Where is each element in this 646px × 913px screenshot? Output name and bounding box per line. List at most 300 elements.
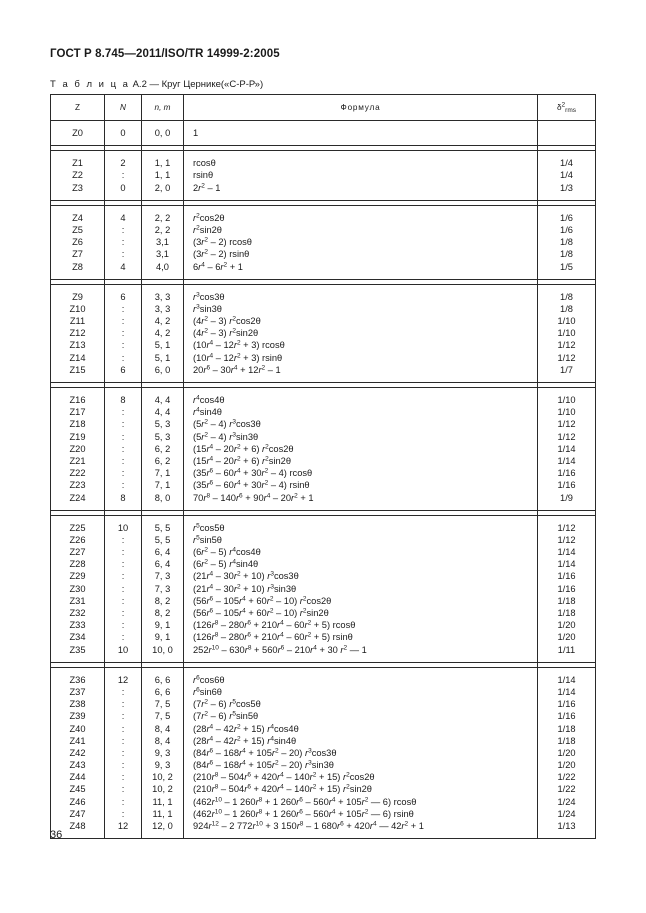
z-index-value: Z15 [69, 364, 86, 375]
formula-cell [184, 388, 538, 511]
nm-value: 9, 1 [154, 620, 171, 631]
nm-value: 10, 0 [152, 644, 173, 655]
table-body [51, 121, 596, 839]
z-index-value: Z7 [72, 249, 83, 260]
table-caption-text: А.2 — Круг Цернике(«С-Р-Р») [132, 79, 264, 90]
formula-value: $(7r^2 - 6)$ $r^5\cos 5\theta$ [193, 698, 261, 710]
delta-value: 1/18 [557, 595, 576, 606]
n-value: : [121, 608, 125, 618]
column-header-formula: Формула [184, 95, 538, 121]
delta-value: 1/10 [557, 395, 576, 405]
nm-value: 12, 0 [152, 821, 173, 831]
nm-value: 10, 2 [152, 772, 173, 783]
delta-value: 1/18 [557, 608, 576, 618]
nm-cell [142, 667, 184, 838]
formula-value: $(56r^6 - 105r^4 + 60r^2 - 10)$ $r^2\sin 2\theta$ [193, 607, 329, 618]
nm-value: 7, 1 [154, 480, 171, 491]
nm-value: 9, 3 [154, 747, 171, 758]
n-value: : [121, 760, 125, 771]
z-index-value: Z25 [69, 522, 86, 533]
delta-superscript: 2 [561, 101, 566, 109]
zernike-table [50, 94, 596, 839]
delta-value: 1/14 [557, 547, 576, 558]
formula-value: $r^5\sin 5\theta$ [193, 534, 222, 545]
formula-value: $r^3\cos 3\theta$ [193, 291, 225, 302]
delta-value: 1/20 [557, 620, 576, 631]
z-index-cell [51, 515, 105, 662]
delta-value: 1/6 [560, 212, 573, 223]
formula-value: $(4r^2 - 3)$ $r^2\sin 2\theta$ [193, 327, 259, 339]
formula-value: ($462r^{10} - 1$ $260r^8 + 1$ $260r^6 - 560r^4 + 105r^2$ — 6) rsinθ [193, 808, 414, 819]
z-index-value: Z35 [69, 644, 86, 655]
formula-value: 1 [193, 128, 199, 138]
page-number: 36 [50, 829, 63, 841]
column-header-nm: n, m [142, 95, 184, 121]
delta-value: 1/5 [560, 261, 573, 272]
formula-value: $70r^8 - 140r^6 + 90r^4 - 20r^2 + 1$ [193, 492, 314, 503]
z-index-value: Z5 [72, 224, 83, 235]
n-value: : [121, 772, 125, 783]
delta-value: 1/24 [557, 796, 576, 807]
formula-value: $r^6\cos 6\theta$ [193, 674, 225, 685]
nm-value: 6, 2 [154, 443, 171, 454]
delta-value: 1/12 [557, 340, 576, 351]
n-value: 0 [120, 182, 126, 193]
formula-value: $(3r^2 - 2)$ rsinθ [193, 248, 250, 260]
n-value: : [121, 419, 125, 430]
n-value: : [121, 547, 125, 558]
n-value: : [121, 620, 125, 631]
n-value: : [121, 699, 125, 710]
delta-value: 1/10 [557, 328, 576, 339]
delta-value: 1/16 [557, 711, 576, 722]
n-value: 10 [117, 522, 129, 533]
delta-value: 1/14 [557, 455, 576, 466]
formula-value: $r^4\sin 4\theta$ [193, 406, 222, 418]
table-row-group [51, 284, 596, 382]
document-header: ГОСТ Р 8.745—2011/ISO/TR 14999-2:2005 [50, 48, 280, 60]
z-index-value: Z23 [69, 480, 86, 491]
nm-value: 5, 5 [154, 534, 171, 545]
delta-value: 1/18 [557, 735, 576, 746]
z-index-value: Z18 [69, 419, 86, 430]
z-index-cell [51, 388, 105, 511]
n-value: : [121, 455, 125, 466]
delta-cell [538, 667, 596, 838]
n-value: : [121, 796, 125, 807]
table-row-group [51, 205, 596, 279]
formula-value: $(35r^6 - 60r^4 + 30r^2 - 4)$ rcosθ [193, 467, 313, 479]
n-value: : [121, 711, 125, 722]
delta-value: 1/12 [557, 431, 576, 442]
nm-value: 5, 3 [154, 419, 171, 430]
formula-value: $(15r^4 - 20r^2 + 6)$ $r^2\sin 2\theta$ [193, 455, 292, 466]
n-value: : [121, 431, 125, 442]
n-value: : [121, 632, 125, 643]
n-cell [105, 515, 142, 662]
delta-value: 1/4 [560, 158, 573, 169]
z-index-value: Z17 [69, 407, 86, 418]
z-index-value: Z11 [69, 316, 86, 327]
delta-value: 1/22 [557, 772, 576, 783]
formula-value: $r^5\cos 5\theta$ [193, 522, 225, 533]
n-value: 8 [120, 395, 126, 405]
delta-value [538, 127, 595, 139]
z-index-value: Z47 [69, 808, 86, 819]
delta-value: 1/14 [557, 686, 576, 697]
nm-value: 8, 4 [154, 735, 171, 746]
delta-value: 1/8 [560, 303, 573, 314]
n-value: : [121, 808, 125, 819]
z-index-value: Z29 [69, 571, 86, 582]
n-cell [105, 388, 142, 511]
n-value: : [121, 583, 125, 594]
nm-value: 4, 2 [154, 328, 171, 339]
delta-value: 1/11 [557, 644, 576, 655]
formula-value: $(6r^2 - 5)$ $r^4\sin 4\theta$ [193, 558, 259, 570]
z-index-value: Z8 [72, 261, 83, 272]
nm-cell [142, 121, 184, 146]
n-value: : [121, 735, 125, 746]
n-value: 12 [117, 821, 129, 831]
delta-value: 1/12 [557, 522, 576, 533]
delta-value: 1/16 [557, 571, 576, 582]
formula-value: $(126r^8 - 280r^6 + 210r^4 - 60r^2 + 5)$ rsinθ [193, 631, 353, 643]
nm-value: 10, 2 [152, 784, 173, 795]
nm-value: 6, 0 [154, 364, 171, 375]
table-caption-label: Т а б л и ц а [50, 79, 130, 90]
formula-value: $(56r^6 - 105r^4 + 60r^2 - 10)$ $r^2\cos 2\theta$ [193, 595, 332, 606]
nm-cell [142, 205, 184, 279]
column-header-n: N [105, 95, 142, 121]
delta-cell [538, 121, 596, 146]
nm-value: 1, 1 [154, 158, 171, 169]
z-index-value: Z46 [69, 796, 86, 807]
delta-cell [538, 205, 596, 279]
n-value: : [121, 784, 125, 795]
formula-value: $(10r^4 - 12r^2 + 3)$ rcosθ [193, 339, 285, 351]
z-index-value: Z4 [72, 212, 83, 223]
n-value: : [121, 595, 125, 606]
n-value: : [121, 443, 125, 454]
n-value: : [121, 480, 125, 491]
nm-value: 4,0 [156, 261, 169, 272]
z-index-value: Z38 [69, 699, 86, 710]
z-index-cell [51, 151, 105, 201]
formula-value: $(15r^4 - 20r^2 + 6)$ $r^2\cos 2\theta$ [193, 443, 294, 454]
nm-value: 1, 1 [154, 170, 171, 181]
delta-value: 1/18 [557, 723, 576, 734]
nm-value: 6, 4 [154, 559, 171, 570]
delta-value: 1/12 [557, 352, 576, 363]
nm-value: 8, 4 [154, 723, 171, 734]
formula-value: $(210r^8 - 504r^6 + 420r^4 - 140r^2 + 15)$ $r^2\sin 2\theta$ [193, 783, 372, 795]
nm-value: 2, 2 [154, 224, 171, 235]
n-cell [105, 667, 142, 838]
delta-value: 1/8 [560, 291, 573, 302]
z-index-value: Z43 [69, 760, 86, 771]
z-index-value: Z13 [69, 340, 86, 351]
n-value: 10 [117, 644, 129, 655]
z-index-value: Z3 [72, 182, 83, 193]
column-header-delta [538, 95, 596, 121]
formula-value: $(28r^4 - 42r^2 + 15)$ $r^4\cos 4\theta$ [193, 723, 299, 734]
formula-value: rcosθ [193, 158, 216, 169]
nm-cell [142, 388, 184, 511]
z-index-value: Z31 [69, 595, 86, 606]
z-index-value: Z0 [72, 128, 83, 138]
delta-value: 1/24 [557, 808, 576, 819]
nm-value: 6, 4 [154, 547, 171, 558]
formula-cell [184, 151, 538, 201]
delta-value: 1/12 [557, 534, 576, 545]
nm-cell [142, 515, 184, 662]
z-index-value: Z33 [69, 620, 86, 631]
formula-value: $(35r^6 - 60r^4 + 30r^2 - 4)$ rsinθ [193, 479, 310, 491]
formula-value: $924r^{12} - 2$ $772r^{10} + 3$ $150r^8 - 1$ $680r^6 + 420r^4$ — $42r^2 + 1$ [193, 820, 424, 831]
nm-value: 9, 3 [154, 760, 171, 771]
nm-value: 7, 1 [154, 468, 171, 479]
delta-value: 1/20 [557, 760, 576, 771]
n-value: : [121, 340, 125, 351]
nm-value: 8, 2 [154, 608, 171, 618]
table-row-group [51, 515, 596, 662]
column-header-z: Z [51, 95, 105, 121]
n-value: 2 [120, 158, 126, 169]
n-value: 8 [120, 492, 126, 503]
nm-value: 7, 5 [154, 699, 171, 710]
formula-value: $(5r^2 - 4)$ $r^3\cos 3\theta$ [193, 418, 261, 430]
delta-value: 1/14 [557, 559, 576, 570]
z-index-value: Z12 [69, 328, 86, 339]
formula-cell [184, 515, 538, 662]
delta-value: 1/22 [557, 784, 576, 795]
z-index-value: Z36 [69, 674, 86, 685]
formula-value: $(7r^2 - 6)$ $r^5\sin 5\theta$ [193, 710, 259, 722]
nm-value: 5, 5 [154, 522, 171, 533]
nm-value: 11, 1 [152, 796, 173, 807]
z-index-cell [51, 667, 105, 838]
formula-value: rsinθ [193, 170, 214, 181]
z-index-value: Z28 [69, 559, 86, 570]
table-header-row [51, 95, 596, 121]
delta-value: 1/3 [560, 182, 573, 193]
delta-value: 1/8 [560, 237, 573, 248]
nm-value: 6, 6 [154, 674, 171, 685]
n-value: 6 [120, 291, 126, 302]
z-index-value: Z26 [69, 534, 86, 545]
delta-value: 1/6 [560, 224, 573, 235]
z-index-value: Z19 [69, 431, 86, 442]
n-value: : [121, 237, 125, 248]
formula-value: $(210r^8 - 504r^6 + 420r^4 - 140r^2 + 15)$ $r^2\cos 2\theta$ [193, 771, 375, 783]
nm-value: 4, 4 [154, 395, 171, 405]
delta-value: 1/8 [560, 249, 573, 260]
formula-value: $6r^4 - 6r^2 + 1$ [193, 261, 243, 272]
delta-value: 1/12 [557, 419, 576, 430]
n-value: : [121, 316, 125, 327]
nm-value: 3, 3 [154, 303, 171, 314]
formula-value: $r^2\cos 2\theta$ [193, 212, 225, 223]
n-cell [105, 284, 142, 382]
delta-value: 1/10 [557, 316, 576, 327]
nm-value: 5, 1 [154, 340, 171, 351]
formula-value: $(28r^4 - 42r^2 + 15)$ $r^4\sin 4\theta$ [193, 735, 297, 746]
delta-cell [538, 151, 596, 201]
nm-cell [142, 284, 184, 382]
z-index-value: Z39 [69, 711, 86, 722]
formula-value: $20r^6 - 30r^4 + 12r^2 - 1$ [193, 364, 281, 375]
formula-cell [184, 284, 538, 382]
z-index-value: Z40 [69, 723, 86, 734]
n-cell [105, 151, 142, 201]
z-index-value: Z9 [72, 291, 83, 302]
n-value: : [121, 723, 125, 734]
nm-value: 0, 0 [154, 128, 171, 138]
formula-value: $r^3\sin 3\theta$ [193, 303, 222, 314]
nm-value: 3,1 [156, 237, 169, 248]
z-index-value: Z42 [69, 747, 86, 758]
z-index-cell [51, 205, 105, 279]
nm-value: 7, 3 [154, 571, 171, 582]
nm-value: 7, 3 [154, 583, 171, 594]
delta-value: 1/7 [560, 364, 573, 375]
formula-value: $(6r^2 - 5)$ $r^4\cos 4\theta$ [193, 546, 261, 558]
delta-cell [538, 388, 596, 511]
n-value: : [121, 571, 125, 582]
z-index-value: Z41 [69, 735, 86, 746]
delta-value: 1/16 [557, 583, 576, 594]
formula-cell [184, 205, 538, 279]
formula-value: ($462r^{10} - 1$ $260r^8 + 1$ $260r^6 - 560r^4 + 105r^2$ — 6) rcosθ [193, 796, 417, 807]
z-index-value: Z32 [69, 608, 86, 618]
nm-value: 6, 2 [154, 455, 171, 466]
n-value: 0 [120, 128, 126, 138]
delta-value: 1/20 [557, 747, 576, 758]
z-index-value: Z37 [69, 686, 86, 697]
formula-value: $252r^{10} - 630r^8 + 560r^6 - 210r^4 + 30$ $r^2$ — 1 [193, 644, 367, 655]
z-index-value: Z10 [69, 303, 86, 314]
delta-value: 1/20 [557, 632, 576, 643]
nm-value: 4, 4 [154, 407, 171, 418]
z-index-value: Z22 [69, 468, 86, 479]
n-value: : [121, 534, 125, 545]
formula-value: $2r^2 - 1$ [193, 182, 221, 193]
delta-value: 1/14 [557, 443, 576, 454]
delta-value: 1/16 [557, 468, 576, 479]
n-cell [105, 121, 142, 146]
n-value: : [121, 559, 125, 570]
nm-value: 4, 2 [154, 316, 171, 327]
table-row-group [51, 151, 596, 201]
delta-value: 1/13 [557, 821, 576, 831]
table-row-group [51, 388, 596, 511]
delta-cell [538, 284, 596, 382]
n-cell [105, 205, 142, 279]
z-index-value: Z6 [72, 237, 83, 248]
n-value: : [121, 407, 125, 418]
delta-value: 1/4 [560, 170, 573, 181]
n-value: 4 [120, 212, 126, 223]
nm-cell [142, 151, 184, 201]
delta-subscript: rms [565, 107, 577, 114]
nm-value: 8, 2 [154, 595, 171, 606]
formula-value: $r^4\cos 4\theta$ [193, 394, 225, 405]
formula-value: $r^6\sin 6\theta$ [193, 686, 222, 697]
z-index-value: Z45 [69, 784, 86, 795]
nm-value: 5, 3 [154, 431, 171, 442]
z-index-value: Z2 [72, 170, 83, 181]
n-value: 12 [117, 674, 129, 685]
n-value: 4 [120, 261, 126, 272]
z-index-value: Z21 [69, 455, 86, 466]
formula-value: $(21r^4 - 30r^2 + 10)$ $r^3\sin 3\theta$ [193, 583, 297, 594]
formula-value: $r^2\sin 2\theta$ [193, 224, 222, 235]
n-value: : [121, 249, 125, 260]
nm-value: 8, 0 [154, 492, 171, 503]
formula-value: $(3r^2 - 2)$ rcosθ [193, 236, 252, 248]
z-index-value: Z24 [69, 492, 86, 503]
z-index-value: Z14 [69, 352, 86, 363]
nm-value: 2, 2 [154, 212, 171, 223]
delta-symbol: δ [556, 103, 562, 112]
formula-cell [184, 121, 538, 146]
formula-value: $(126r^8 - 280r^6 + 210r^4 - 60r^2 + 5)$ rcosθ [193, 619, 356, 631]
n-value: : [121, 170, 125, 181]
n-value: 6 [120, 364, 126, 375]
z-index-value: Z16 [69, 395, 86, 405]
z-index-value: Z1 [72, 158, 83, 169]
formula-value: $(84r^6 - 168r^4 + 105r^2 - 20)$ $r^3\sin 3\theta$ [193, 759, 334, 771]
nm-value: 2, 0 [154, 182, 171, 193]
nm-value: 11, 1 [152, 808, 173, 819]
formula-value: $(5r^2 - 4)$ $r^3\sin 3\theta$ [193, 431, 259, 442]
delta-value: 1/16 [557, 699, 576, 710]
formula-cell [184, 667, 538, 838]
nm-value: 5, 1 [154, 352, 171, 363]
formula-value: $(84r^6 - 168r^4 + 105r^2 - 20)$ $r^3\cos 3\theta$ [193, 747, 337, 758]
nm-value: 6, 6 [154, 686, 171, 697]
n-value: : [121, 224, 125, 235]
z-index-value: Z27 [69, 547, 86, 558]
z-index-value: Z30 [69, 583, 86, 594]
delta-value: 1/9 [560, 492, 573, 503]
formula-value: $(10r^4 - 12r^2 + 3)$ rsinθ [193, 352, 283, 363]
z-index-value: Z34 [69, 632, 86, 643]
table-row-group [51, 667, 596, 838]
nm-value: 9, 1 [154, 632, 171, 643]
formula-value: $(21r^4 - 30r^2 + 10)$ $r^3\cos 3\theta$ [193, 570, 299, 582]
n-value: : [121, 686, 125, 697]
z-index-cell [51, 284, 105, 382]
nm-value: 3, 3 [154, 291, 171, 302]
n-value: : [121, 303, 125, 314]
z-index-cell [51, 121, 105, 146]
n-value: : [121, 468, 125, 479]
delta-value: 1/10 [557, 407, 576, 418]
n-value: : [121, 747, 125, 758]
z-index-value: Z44 [69, 772, 86, 783]
z-index-value: Z48 [69, 821, 86, 831]
nm-value: 7, 5 [154, 711, 171, 722]
delta-cell [538, 515, 596, 662]
nm-value: 3,1 [156, 249, 169, 260]
n-value: : [121, 352, 125, 363]
delta-value: 1/14 [557, 674, 576, 685]
table-caption [50, 79, 263, 90]
n-value: : [121, 328, 125, 339]
z-index-value: Z20 [69, 443, 86, 454]
